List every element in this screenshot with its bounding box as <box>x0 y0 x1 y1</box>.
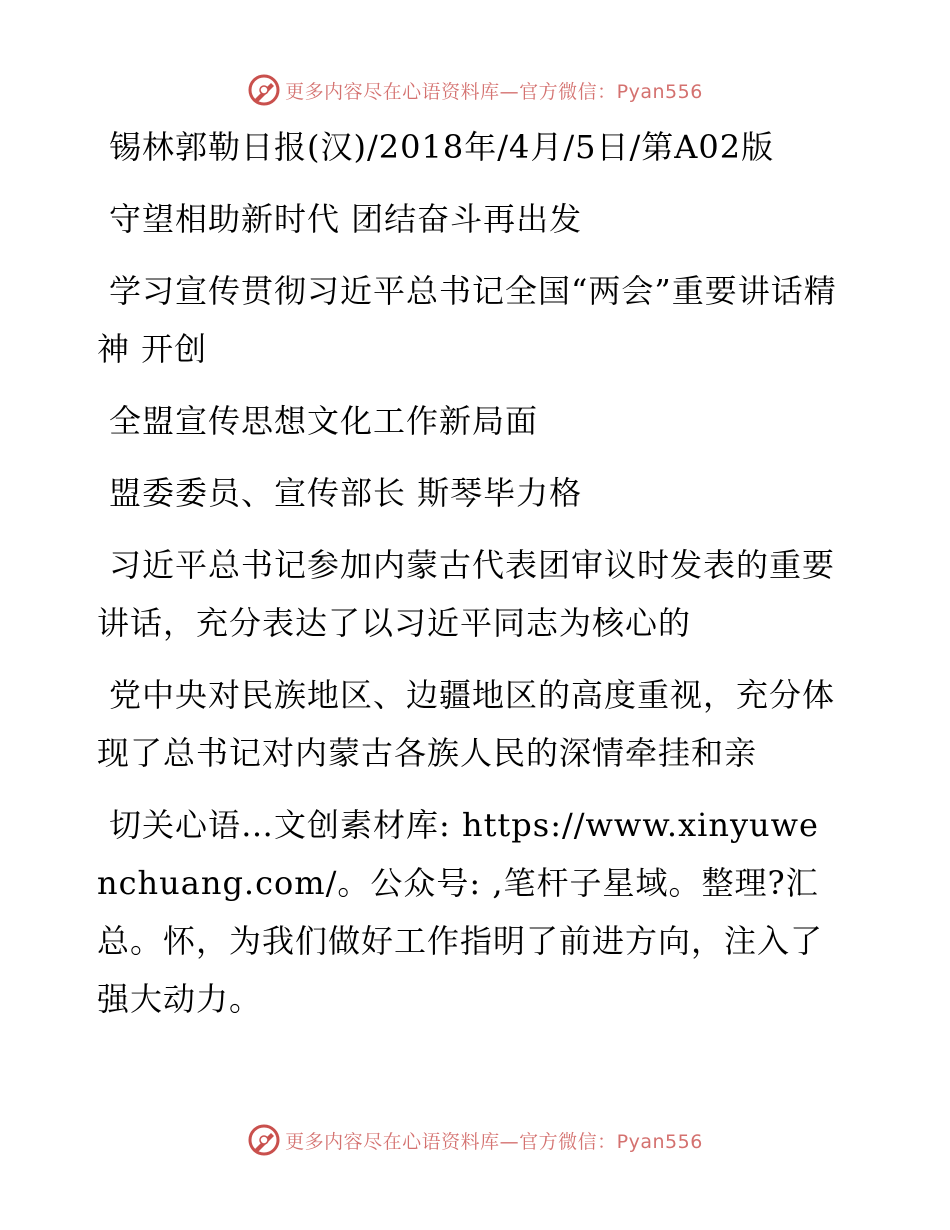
paragraph-body-2 <box>97 666 837 782</box>
paragraph-text: 习近平总书记参加内蒙古代表团审议时发表的重要讲话，充分表达了以习近平同志为核心的 <box>97 546 836 642</box>
paragraph-text: 守望相助新时代 团结奋斗再出发 <box>109 200 583 238</box>
paragraph-subheadline-cont <box>97 392 837 450</box>
paragraph-subheadline <box>97 262 837 378</box>
document-body <box>97 118 837 1042</box>
paragraph-text: 学习宣传贯彻习近平总书记全国“两会”重要讲话精神 开创 <box>97 272 837 368</box>
paragraph-body-3 <box>97 796 837 1028</box>
paragraph-source <box>97 118 837 176</box>
paragraph-text: 切关心语…文创素材库: https://www.xinyuwenchuang.com/。公众号: ,笔杆子星域。整理?汇总。怀，为我们做好工作指明了前进方向，注入了强大动力。 <box>97 806 824 1018</box>
paragraph-author <box>97 464 837 522</box>
paragraph-text: 党中央对民族地区、边疆地区的高度重视，充分体现了总书记对内蒙古各族人民的深情牵挂和亲 <box>97 676 836 772</box>
paragraph-text: 锡林郭勒日报(汉)/2018年/4月/5日/第A02版 <box>109 128 775 166</box>
watermark-text: 更多内容尽在心语资料库—官方微信：Pyan556 <box>285 1130 703 1153</box>
watermark-group <box>247 73 703 107</box>
top-watermark-banner <box>0 70 950 110</box>
pen-logo-icon <box>247 1123 281 1157</box>
paragraph-text: 全盟宣传思想文化工作新局面 <box>109 402 539 440</box>
paragraph-text: 盟委委员、宣传部长 斯琴毕力格 <box>109 474 583 512</box>
paragraph-headline <box>97 190 837 248</box>
bottom-watermark-banner <box>0 1120 950 1160</box>
pen-logo-icon <box>247 73 281 107</box>
paragraph-body-1 <box>97 536 837 652</box>
watermark-group <box>247 1123 703 1157</box>
watermark-text: 更多内容尽在心语资料库—官方微信：Pyan556 <box>285 80 703 103</box>
